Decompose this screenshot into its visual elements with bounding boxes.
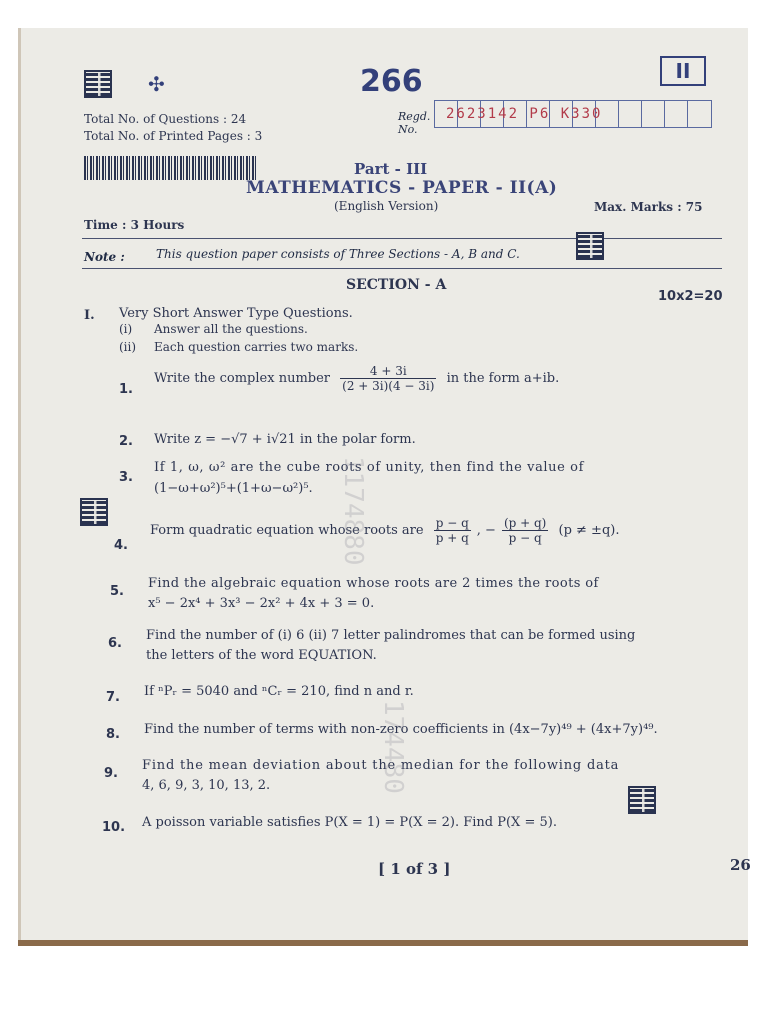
question-number: 7.: [106, 690, 120, 705]
question-number: 5.: [110, 584, 124, 599]
question-9-line-2: 4, 6, 9, 3, 10, 13, 2.: [142, 778, 271, 793]
question-6-line-2: the letters of the word EQUATION.: [146, 648, 377, 663]
serial-watermark: 174480: [378, 700, 408, 794]
question-8: Find the number of terms with non-zero coefficients in (4x−7y)⁴⁹ + (4x+7y)⁴⁹.: [144, 722, 658, 737]
question-number: 4.: [114, 538, 128, 553]
barcode: [84, 156, 256, 180]
question-3-line-2: (1−ω+ω²)⁵+(1+ω−ω²)⁵.: [154, 481, 313, 496]
section-title: SECTION - A: [346, 277, 447, 293]
question-number: 3.: [119, 470, 133, 485]
section-heading: Very Short Answer Type Questions.: [119, 306, 353, 321]
section-roman: I.: [84, 308, 95, 323]
paper-code: 266: [360, 64, 423, 99]
max-marks: Max. Marks : 75: [594, 200, 703, 214]
time-label: Time : 3 Hours: [84, 218, 185, 232]
instruction-text: Each question carries two marks.: [154, 340, 359, 354]
question-7: If ⁿPᵣ = 5040 and ⁿCᵣ = 210, find n and r.: [144, 684, 414, 699]
instruction-number: (ii): [119, 340, 137, 354]
question-3-line-1: If 1, ω, ω² are the cube roots of unity, then find the value of: [154, 460, 585, 475]
qr-code-icon: [628, 786, 656, 814]
section-marks: 10x2=20: [658, 289, 723, 304]
question-number: 10.: [102, 820, 126, 835]
note-label: Note :: [84, 250, 125, 264]
page-corner-number: 26: [730, 856, 751, 874]
question-2: Write z = −√7 + i√21 in the polar form.: [154, 432, 416, 447]
question-4: Form quadratic equation whose roots are $\frac{p - q}{p + q}$ , − $\frac{(p + q)}{p - q}$ (p ≠ ±q).: [150, 516, 620, 545]
question-6-line-1: Find the number of (i) 6 (ii) 7 letter palindromes that can be formed using: [146, 628, 636, 643]
question-10: A poisson variable satisfies P(X = 1) = P(X = 2). Find P(X = 5).: [142, 815, 557, 830]
header-rule: [82, 238, 722, 239]
instruction-number: (i): [119, 322, 133, 336]
total-pages: Total No. of Printed Pages : 3: [84, 129, 263, 143]
qr-code-icon: [576, 232, 604, 260]
instruction-text: Answer all the questions.: [154, 322, 308, 336]
regd-label: Regd. No.: [398, 110, 431, 136]
question-number: 1.: [119, 382, 133, 397]
set-label: II: [660, 56, 706, 86]
subject-title: MATHEMATICS - PAPER - II(A): [246, 178, 558, 198]
question-9-line-1: Find the mean deviation about the median for the following data: [142, 758, 620, 773]
question-1: Write the complex number $\frac{4 + 3i}{(2 + 3i)(4 - 3i)}$ in the form a+ib.: [154, 364, 560, 393]
version-label: (English Version): [334, 199, 439, 213]
page-indicator: [ 1 of 3 ]: [378, 860, 451, 878]
question-5-line-1: Find the algebraic equation whose roots are 2 times the roots of: [148, 576, 599, 591]
regd-number-scribble: 2623142 P6 K330: [446, 106, 603, 122]
question-number: 6.: [108, 636, 122, 651]
flower-icon: ✣: [148, 72, 165, 96]
total-questions: Total No. of Questions : 24: [84, 112, 247, 126]
table-edge: [18, 940, 748, 946]
question-number: 9.: [104, 766, 118, 781]
question-5-line-2: x⁵ − 2x⁴ + 3x³ − 2x² + 4x + 3 = 0.: [148, 596, 375, 611]
note-text: This question paper consists of Three Sections - A, B and C.: [156, 247, 520, 261]
qr-code-icon: [84, 70, 112, 98]
note-rule: [82, 268, 722, 269]
question-number: 2.: [119, 434, 133, 449]
qr-code-icon: [80, 498, 108, 526]
serial-watermark: 1174880: [338, 456, 368, 566]
part-label: Part - III: [354, 160, 428, 178]
question-number: 8.: [106, 727, 120, 742]
